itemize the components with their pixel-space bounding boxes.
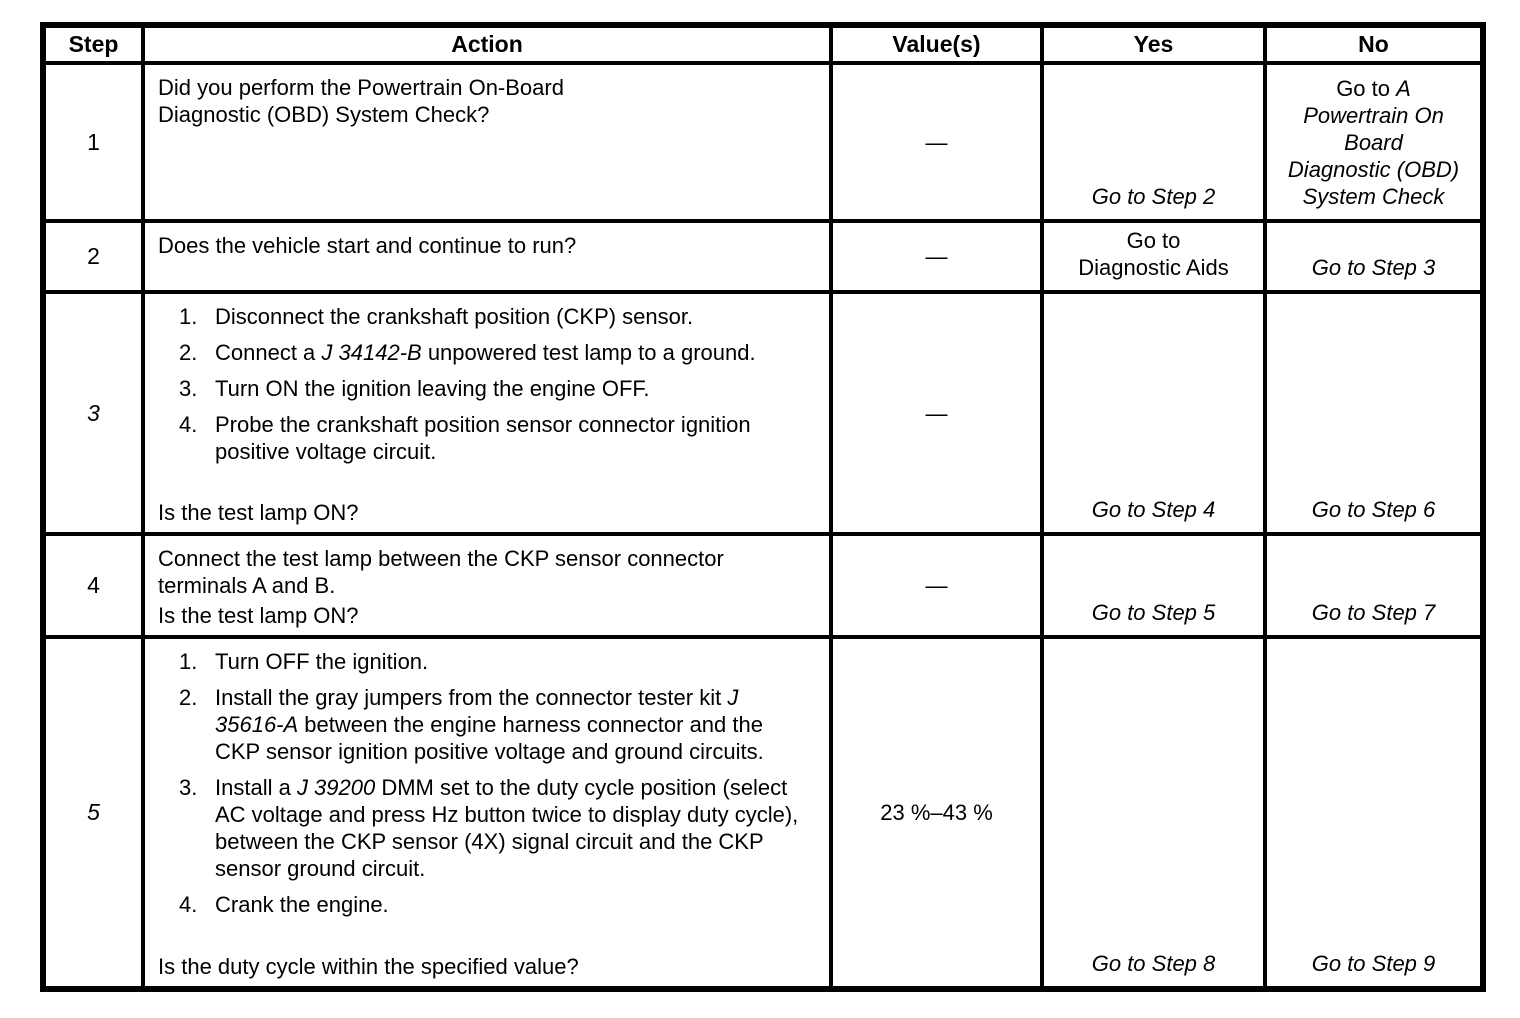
yes-cell: Go to Step 4 [1042, 292, 1265, 534]
yes-reference-line: Diagnostic Aids [1078, 255, 1229, 280]
item-text: Disconnect the crankshaft position (CKP) sensor. [215, 304, 694, 329]
action-steps-list [158, 303, 819, 465]
action-steps-list [158, 648, 819, 918]
no-cell: Go to Step 9 [1265, 637, 1483, 989]
value-cell: 23 %–43 % [831, 637, 1042, 989]
action-step-item [179, 891, 819, 918]
item-number: 3. [179, 376, 198, 401]
col-header-action: Action [143, 25, 831, 63]
action-step-item [179, 684, 819, 765]
header-row [43, 25, 1483, 63]
no-reference-line: Powertrain On [1303, 103, 1444, 128]
table-row [43, 63, 1483, 221]
item-text-segment: Connect a [215, 340, 322, 365]
tool-number: J 35616-A [215, 685, 739, 737]
action-cell [143, 637, 831, 989]
action-step-item [179, 774, 819, 882]
item-number: 2. [179, 340, 198, 365]
step-number: 5 [43, 637, 143, 989]
col-header-yes: Yes [1042, 25, 1265, 63]
action-step-item [179, 411, 819, 465]
col-header-no: No [1265, 25, 1483, 63]
value-cell: — [831, 221, 1042, 292]
action-step-item [179, 303, 819, 330]
item-number: 2. [179, 685, 198, 710]
item-text: Probe the crankshaft position sensor connector ignition positive voltage circuit. [215, 412, 751, 464]
action-step-item [179, 339, 819, 366]
value-cell: — [831, 292, 1042, 534]
item-text-segment: unpowered test lamp to a ground. [421, 340, 756, 365]
no-cell [1265, 63, 1483, 221]
yes-cell: Go to Step 2 [1042, 63, 1265, 221]
no-reference-line: Board [1344, 130, 1403, 155]
table-row [43, 637, 1483, 989]
item-text: Turn OFF the ignition. [215, 649, 429, 674]
item-text-segment: Install the gray jumpers from the connector tester kit [215, 685, 728, 710]
action-question: Is the test lamp ON? [158, 500, 359, 525]
tool-number: J 39200 [296, 775, 376, 800]
table-row [43, 292, 1483, 534]
yes-cell [1042, 221, 1265, 292]
action-step-item [179, 648, 819, 675]
value-cell: — [831, 63, 1042, 221]
action-question: Is the test lamp ON? [158, 603, 359, 628]
yes-reference-line: Go to [1126, 228, 1181, 253]
item-text [215, 339, 807, 366]
no-cell: Go to Step 3 [1265, 221, 1483, 292]
item-number: 1. [179, 304, 198, 329]
step-number: 3 [43, 292, 143, 534]
item-number: 1. [179, 649, 198, 674]
table-row [43, 221, 1483, 292]
item-text: Crank the engine. [215, 892, 389, 917]
item-number: 3. [179, 775, 198, 800]
yes-cell: Go to Step 5 [1042, 534, 1265, 637]
col-header-step: Step [43, 25, 143, 63]
item-number: 4. [179, 412, 198, 437]
step-number: 1 [43, 63, 143, 221]
item-number: 4. [179, 892, 198, 917]
no-reference-line: Diagnostic (OBD) [1287, 157, 1460, 182]
diagnostic-table [40, 22, 1486, 992]
action-step-item [179, 375, 819, 402]
action-cell [143, 221, 831, 292]
action-text-line: Does the vehicle start and continue to run? [158, 233, 577, 258]
no-cell: Go to Step 6 [1265, 292, 1483, 534]
item-text [215, 684, 807, 765]
item-text-segment: DMM set to the duty cycle position (select AC voltage and press Hz button twice to display duty cycle), between the CKP sensor (4X) signal circuit and the CKP sensor ground circuit. [215, 775, 799, 881]
diagnostic-chart-page [40, 22, 1486, 992]
item-text: Turn ON the ignition leaving the engine OFF. [215, 376, 650, 401]
action-question: Is the duty cycle within the specified value? [158, 954, 579, 979]
step-number: 4 [43, 534, 143, 637]
no-cell: Go to Step 7 [1265, 534, 1483, 637]
action-cell [143, 534, 831, 637]
action-text-line: Connect the test lamp between the CKP sensor connector terminals A and B. [158, 546, 724, 598]
yes-cell: Go to Step 8 [1042, 637, 1265, 989]
no-reference-line: System Check [1302, 184, 1445, 209]
action-cell [143, 292, 831, 534]
goto-target: A [1396, 76, 1411, 101]
item-text-segment: between the engine harness connector and the CKP sensor ignition positive voltage and ground circuits. [215, 712, 764, 764]
action-cell [143, 63, 831, 221]
step-number: 2 [43, 221, 143, 292]
action-text-line: Diagnostic (OBD) System Check? [158, 102, 490, 127]
no-reference-line [1277, 75, 1470, 102]
action-text-line: Did you perform the Powertrain On-Board [158, 75, 564, 100]
tool-number: J 34142-B [321, 340, 422, 365]
col-header-values: Value(s) [831, 25, 1042, 63]
value-cell: — [831, 534, 1042, 637]
item-text-segment: Install a [215, 775, 297, 800]
item-text [215, 774, 807, 882]
table-row [43, 534, 1483, 637]
goto-prefix: Go to [1336, 76, 1397, 101]
